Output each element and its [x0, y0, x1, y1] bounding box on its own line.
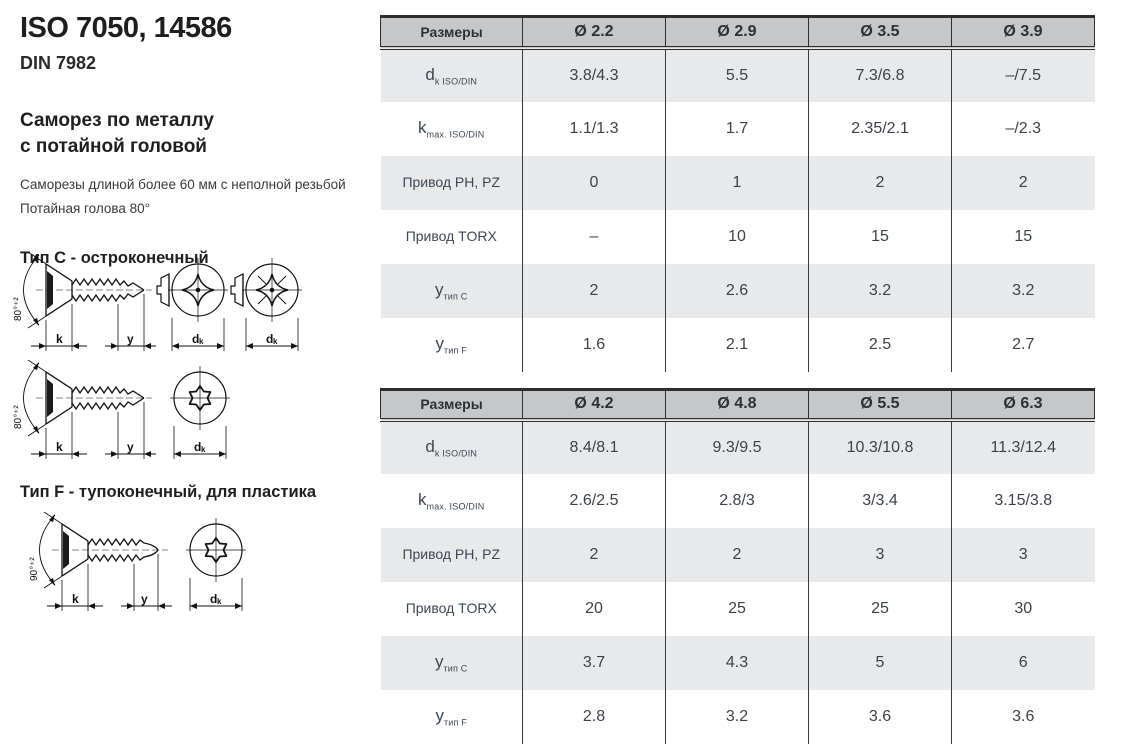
- cell: 5.5: [666, 48, 809, 102]
- cell: 1.6: [523, 318, 666, 372]
- column-header-d3-9: Ø 3.9: [952, 17, 1095, 48]
- cell: 2.8/3: [666, 474, 809, 528]
- row-label: Привод PH, PZ: [381, 528, 523, 582]
- cell: 15: [952, 210, 1095, 264]
- cell: 3.7: [523, 636, 666, 690]
- cell: 2.5: [809, 318, 952, 372]
- table-header-row: [381, 17, 1095, 48]
- type-c-screw-drawing-torx: [6, 360, 232, 464]
- table-row-y-type-f: [381, 318, 1095, 372]
- row-label: Привод TORX: [405, 600, 497, 616]
- row-label: $y_{тип F}$: [435, 333, 468, 356]
- type-c-screw-drawing-ph-pz: [6, 252, 302, 356]
- column-header-d4-2: Ø 4.2: [523, 389, 666, 420]
- cell: 3: [809, 528, 952, 582]
- product-name-line1: Саморез по металлу: [20, 110, 214, 131]
- row-label: $k_{max. ISO/DIN}$: [418, 117, 485, 140]
- table-row-drive-torx: [381, 210, 1095, 264]
- type-c-heading: Тип C - остроконечный: [20, 248, 209, 267]
- cell: 25: [809, 582, 952, 636]
- table-row-drive-ph-pz: [381, 528, 1095, 582]
- row-label: $d_{k ISO/DIN}$: [381, 48, 523, 102]
- cell: 8.4/8.1: [523, 420, 666, 474]
- column-header-d5-5: Ø 5.5: [809, 389, 952, 420]
- cell: 2.8: [523, 690, 666, 744]
- column-header-sizes: Размеры: [381, 389, 523, 420]
- cell: 3.2: [952, 264, 1095, 318]
- product-name-line2: с потайной головой: [20, 135, 207, 157]
- cell: 10.3/10.8: [809, 420, 952, 474]
- cell: 9.3/9.5: [666, 420, 809, 474]
- dimension-tables: [380, 15, 1094, 744]
- table-row-dk: [381, 48, 1095, 102]
- cell: 2: [523, 264, 666, 318]
- table-row-drive-torx: [381, 582, 1095, 636]
- row-label: $y_{тип C}$: [381, 636, 523, 690]
- table-row-dk: [381, 420, 1095, 474]
- left-panel: [20, 12, 370, 268]
- cell: –: [523, 210, 666, 264]
- cell: 3.15/3.8: [952, 474, 1095, 528]
- cell: 3.2: [666, 690, 809, 744]
- cell: 25: [666, 582, 809, 636]
- cell: 2: [952, 156, 1095, 210]
- table-header-row: [381, 389, 1095, 420]
- row-label: Привод TORX: [405, 227, 497, 244]
- description-line1: Саморезы длиной более 60 мм с неполной резьбой: [20, 177, 346, 193]
- cell: 3.8/4.3: [523, 48, 666, 102]
- cell: 1: [666, 156, 809, 210]
- table-row-y-type-c: [381, 264, 1095, 318]
- cell: 2.35/2.1: [809, 102, 952, 156]
- cell: 1.1/1.3: [523, 102, 666, 156]
- cell: 6: [952, 636, 1095, 690]
- cell: 2.1: [666, 318, 809, 372]
- cell: 3.6: [809, 690, 952, 744]
- product-description: [20, 173, 370, 220]
- column-header-d2-2: Ø 2.2: [523, 17, 666, 48]
- type-f-heading: Тип F - тупоконечный, для пластика: [20, 483, 317, 501]
- table-row-y-type-c: [381, 636, 1095, 690]
- cell: 11.3/12.4: [952, 420, 1095, 474]
- cell: 2.6/2.5: [523, 474, 666, 528]
- cell: 7.3/6.8: [809, 48, 952, 102]
- column-header-d2-9: Ø 2.9: [666, 17, 809, 48]
- cell: 3.6: [952, 690, 1095, 744]
- column-header-sizes: Размеры: [381, 17, 523, 48]
- product-name: [20, 108, 370, 159]
- cell: 2: [666, 528, 809, 582]
- cell: 2.6: [666, 264, 809, 318]
- column-header-d3-5: Ø 3.5: [809, 17, 952, 48]
- column-header-d4-8: Ø 4.8: [666, 389, 809, 420]
- type-f-screw-drawing-torx: [22, 512, 248, 616]
- description-line2: Потайная голова 80°: [20, 200, 151, 216]
- row-label: $y_{тип F}$: [435, 706, 468, 728]
- cell: 3/3.4: [809, 474, 952, 528]
- cell: 10: [666, 210, 809, 264]
- row-label: $k_{max. ISO/DIN}$: [418, 490, 485, 512]
- cell: 2: [523, 528, 666, 582]
- row-label: Привод PH, PZ: [381, 156, 523, 210]
- cell: 4.3: [666, 636, 809, 690]
- cell: 5: [809, 636, 952, 690]
- row-label: $d_{k ISO/DIN}$: [381, 420, 523, 474]
- row-label: $y_{тип C}$: [381, 264, 523, 318]
- column-header-d6-3: Ø 6.3: [952, 389, 1095, 420]
- table-row-kmax: [381, 102, 1095, 156]
- cell: 2: [809, 156, 952, 210]
- cell: 3: [952, 528, 1095, 582]
- table-row-drive-ph-pz: [381, 156, 1095, 210]
- table-row-kmax: [381, 474, 1095, 528]
- cell: 0: [523, 156, 666, 210]
- cell: 20: [523, 582, 666, 636]
- dimensions-table-small: [380, 15, 1095, 372]
- cell: 2.7: [952, 318, 1095, 372]
- cell: –/7.5: [952, 48, 1095, 102]
- cell: 15: [809, 210, 952, 264]
- page-title: ISO 7050, 14586: [20, 12, 232, 44]
- cell: 1.7: [666, 102, 809, 156]
- din-standard: DIN 7982: [20, 53, 97, 73]
- cell: 30: [952, 582, 1095, 636]
- cell: 3.2: [809, 264, 952, 318]
- table-row-y-type-f: [381, 690, 1095, 744]
- dimensions-table-large: [380, 388, 1095, 745]
- cell: –/2.3: [952, 102, 1095, 156]
